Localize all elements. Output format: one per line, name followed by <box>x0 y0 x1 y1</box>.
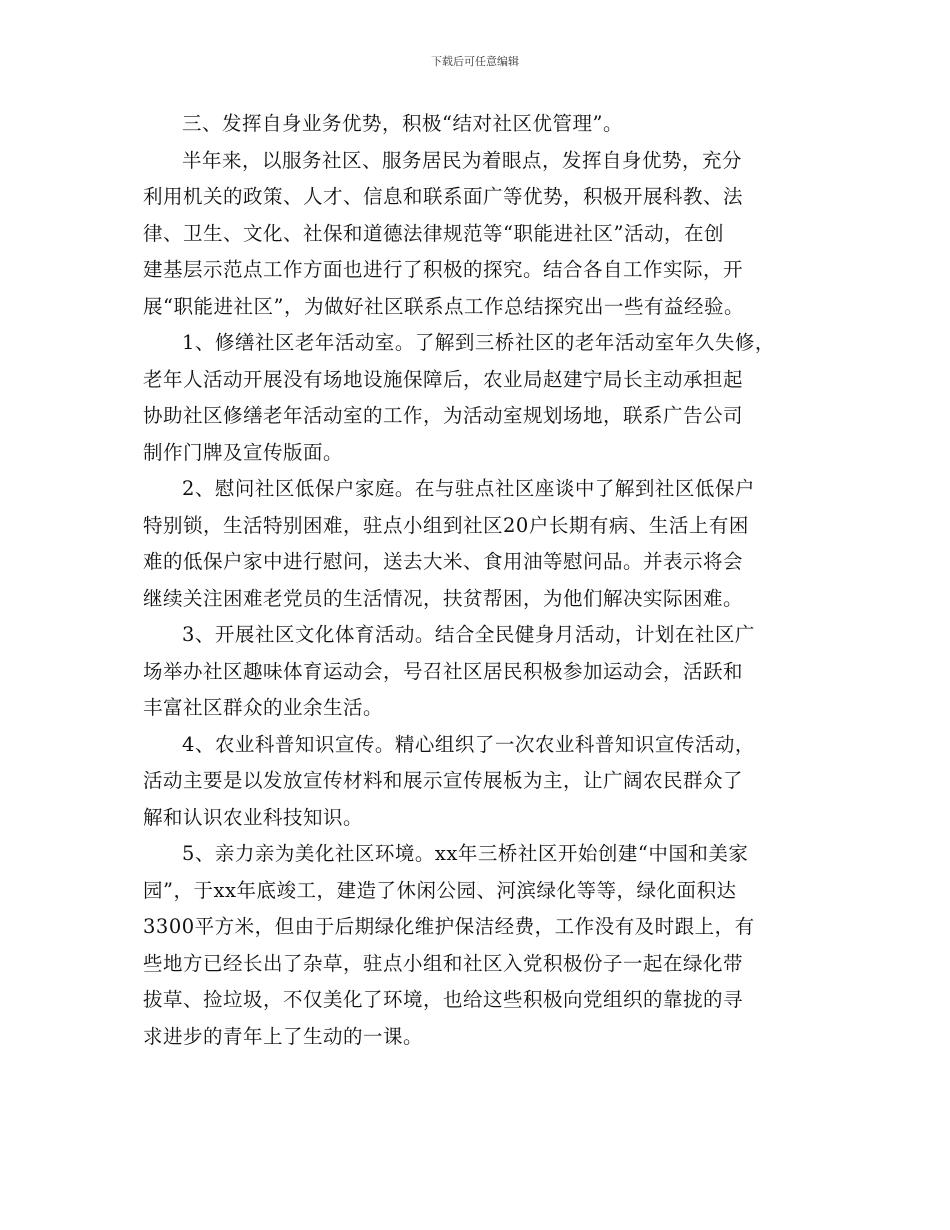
paragraph-line: 解和认识农业科技知识。 <box>143 805 364 829</box>
paragraph-line: 半年来，以服务社区、服务居民为着眼点，发挥自身优势，充分 <box>182 148 743 172</box>
paragraph <box>143 471 823 617</box>
paragraph-line: 老年人活动开展没有场地设施保障后，农业局赵建宁局长主动承担起 <box>143 367 744 391</box>
paragraph-line: 3300平方米，但由于后期绿化维护保洁经费，工作没有及时跟上，有 <box>143 915 755 938</box>
paragraph-line: 制作门牌及宣传版面。 <box>143 440 344 464</box>
paragraph-line: 拔草、捡垃圾，不仅美化了环境，也给这些积极向党组织的靠拢的寻 <box>143 988 744 1011</box>
paragraph-line: 4、农业科普知识宣传。精心组织了一次农业科普知识宣传活动， <box>182 732 755 756</box>
paragraph <box>143 727 823 837</box>
paragraph <box>143 836 823 1055</box>
paragraph-line: 园”，于xx年底竣工，建造了休闲公园、河滨绿化等等，绿化面积达 <box>143 878 737 902</box>
paragraph-line: 建基层示范点工作方面也进行了积极的探究。结合各自工作实际，开 <box>143 258 744 281</box>
document-body <box>143 106 823 1055</box>
paragraph-line: 活动主要是以发放宣传材料和展示宣传展板为主，让广阔农民群众了 <box>143 769 744 792</box>
paragraph-line: 2、慰问社区低保户家庭。在与驻点社区座谈中了解到社区低保户 <box>182 477 755 500</box>
paragraph <box>143 325 823 471</box>
paragraph-line: 利用机关的政策、人才、信息和联系面广等优势，积极开展科教、法 <box>143 185 744 208</box>
paragraph-line: 律、卫生、文化、社保和道德法律规范等“职能进社区”活动，在创 <box>143 221 724 245</box>
page-header: 下载后可任意编辑 <box>431 55 519 68</box>
paragraph-list <box>143 143 823 1056</box>
paragraph-line: 难的低保户家中进行慰问，送去大米、食用油等慰问品。并表示将会 <box>143 550 744 573</box>
paragraph-line: 3、开展社区文化体育活动。结合全民健身月活动，计划在社区广 <box>182 623 755 646</box>
paragraph-line: 1、修缮社区老年活动室。了解到三桥社区的老年活动室年久失修， <box>182 331 775 354</box>
paragraph-line: 展“职能进社区”，为做好社区联系点工作总结探究出一些有益经验。 <box>143 294 744 318</box>
paragraph-line: 求进步的青年上了生动的一课。 <box>143 1024 424 1048</box>
paragraph-line: 些地方已经长出了杂草，驻点小组和社区入党积极份子一起在绿化带 <box>143 951 744 975</box>
paragraph-line: 丰富社区群众的业余生活。 <box>143 696 384 719</box>
paragraph-line: 继续关注困难老党员的生活情况，扶贫帮困，为他们解决实际困难。 <box>143 586 744 610</box>
paragraph <box>143 617 823 727</box>
paragraph-line: 特别锁，生活特别困难，驻点小组到社区20户长期有病、生活上有困 <box>143 513 749 537</box>
section-heading: 三、发挥自身业务优势，积极“结对社区优管理”。 <box>182 112 623 135</box>
paragraph <box>143 143 823 326</box>
paragraph-line: 协助社区修缮老年活动室的工作，为活动室规划场地，联系广告公司 <box>143 404 744 427</box>
paragraph-line: 场举办社区趣味体育运动会，号召社区居民积极参加运动会，活跃和 <box>143 659 744 683</box>
paragraph-line: 5、亲力亲为美化社区环境。xx年三桥社区开始创建“中国和美家 <box>182 842 749 865</box>
